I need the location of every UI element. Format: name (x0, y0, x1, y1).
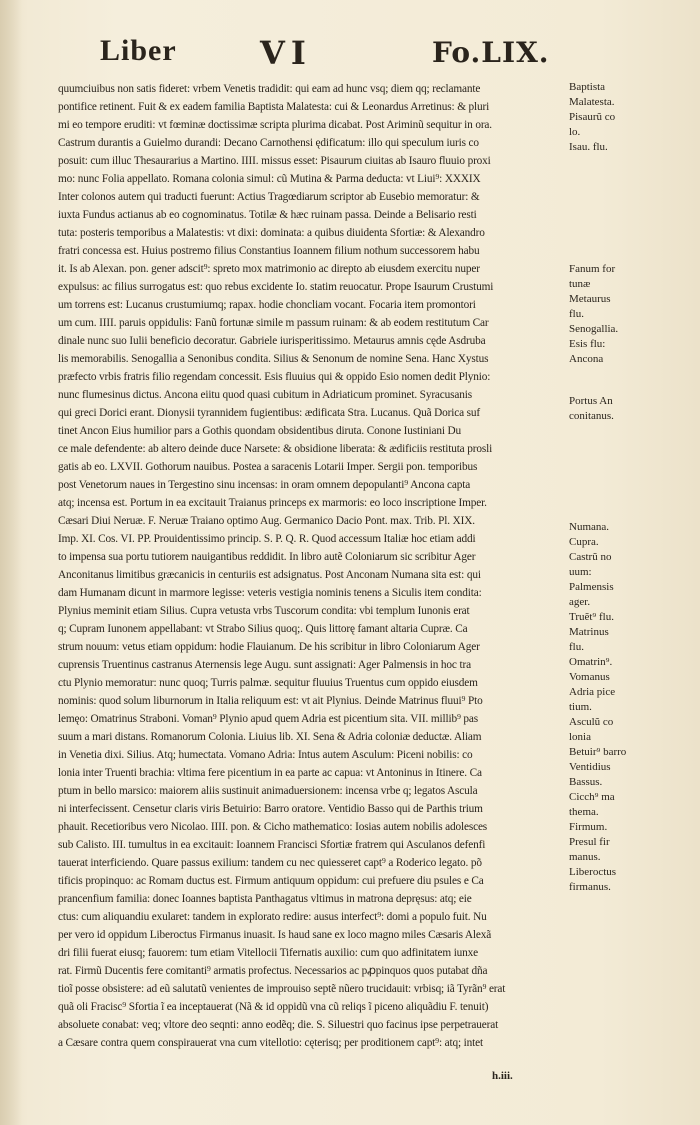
margin-note-group (569, 520, 689, 895)
margin-note-line: ager. (569, 596, 591, 608)
margin-note-line: Liberoctus (569, 866, 617, 878)
text-line: expulsus: ac filius surrogatus est: quo rebus excidente Io. statim reuocatur. Prope Isaurum Crustumi (58, 281, 494, 293)
margin-note-line: Betuir⁹ barro (569, 746, 627, 758)
text-line: ce male defendente: ab altero deinde duce Narsete: & obsidione liberata: & ædificiis restituta prosli (58, 443, 493, 455)
text-line: mo: nunc Folia appellato. Romana colonia simul: cũ Mutina & Parma deducta: vt Liui⁹: XXXIX (58, 173, 481, 185)
header-book-number: VI (260, 34, 312, 72)
text-line: ni interfecissent. Censetur claris viris Betuirio: Barro oratore. Ventidio Basso qui de Parthis trium (58, 803, 483, 815)
page-gutter-shadow (0, 0, 22, 1125)
margin-note-line: thema. (569, 806, 599, 818)
signature-mark: h.iii. (492, 1070, 513, 1082)
margin-note-line: Fanum for (569, 263, 616, 275)
text-line: quã oli Fracisc⁹ Sfortia ĩ ea inceptauerat (Nã & id oppidũ vna cũ reliqs ĩ piceno aliquãdiu F. tenuit) (58, 1001, 489, 1013)
margin-note-line: Truẽt⁹ flu. (569, 611, 614, 623)
text-line: um torrens est: Lucanus crustumiumq; rapax. hodie choncliam vocant. Focaria item promontori (58, 299, 476, 311)
text-line: cuprensis Truentinus castranus Aternensis lege Augu. sunt assignati: Ager Palmensis in hoc tra (58, 659, 471, 671)
margin-note-line: lonia (569, 731, 591, 743)
margin-note-line: tunæ (569, 278, 591, 290)
text-line: q; Cupram Iunonem appellabant: vt Strabo Silius quoq;. Quis littorę famant altaria Cupræ. Ca (58, 623, 468, 635)
margin-note-line: Numana. (569, 521, 610, 533)
text-line: tificis propinquo: ac Romam ductus est. Firmum antiquum oppidum: cui prefuere diu psules e Ca (58, 875, 484, 887)
text-line: Castrum durantis a Guielmo durandi: Decano Carnothensi ędificatum: illo qui speculum iuris co (58, 137, 479, 149)
margin-note-line: Cicch⁹ ma (569, 791, 615, 803)
header-folio: Fo.LIX. (432, 36, 550, 69)
text-line: ptum in bello marsico: maiorem aliis sustinuit animaduersionem: incensa vrbe q; legatos Ascula (58, 785, 478, 797)
margin-note-line: Ancona (569, 353, 604, 365)
margin-note-line: flu. (569, 308, 584, 320)
text-line: pontifice retinent. Fuit & ex eadem familia Baptista Malatesta: cui & Leonardus Arretinus: & pluri (58, 101, 490, 113)
margin-note-line: Bassus. (569, 776, 603, 788)
text-line: sub Calisto. III. tumultus in ea excitauit: Ioannem Francisci Sfortiæ fratrem qui Asculanos defenfi (58, 839, 486, 851)
text-line: lemęo: Omatrinus Straboni. Voman⁹ Plynio apud quem Adria est picentium sita. VII. millib⁹ pas (58, 713, 479, 725)
text-line: mi eo tempore eruditi: vt fœminæ doctissimæ scripta plurima dicabat. Post Ariminũ sequitur in ora. (58, 119, 492, 131)
margin-note-line: Cupra. (569, 536, 599, 548)
text-line: præfecto vrbis fratris filio regendam concessit. Esis fluuius qui & oppido Esio nomen dedit Plynio: (58, 371, 491, 383)
text-line: post Venetorum naues in Tergestino sinu incensas: in oram omnem depopulanti⁹ Ancona capta (58, 479, 471, 491)
text-line: nunc flumesinus dictus. Ancona eiitu quod quasi cubitum in Adriaticum prominet. Syracusanis (58, 389, 472, 401)
text-line: Anconitanus limitibus græcanicis in centuriis est adsignatus. Post Anconam Numana sita est: qui (58, 569, 481, 581)
text-line: dam Humanam dicunt in marmore legisse: veteris vestigia nominis tenens a Siculis item condita: (58, 587, 482, 599)
text-line: quumciuibus non satis fideret: vrbem Venetis tradidit: qui eam ad hunc vsq; diem qq; reclamante (58, 83, 481, 95)
text-line: tuta: posteris temporibus a Malatestis: vt dixi: dominata: a quibus diuidenta Sfortiæ: & Alexandro (58, 227, 485, 239)
text-line: tinet Ancon Eius humilior pars a Gothis quondam obsidentibus diruta. Conone Iustiniani Du (58, 425, 462, 437)
margin-note-line: Firmum. (569, 821, 608, 833)
text-line: lis memorabilis. Senogallia a Senonibus condita. Silius & Senonum de nomine Sena. Hanc Xystus (58, 353, 489, 365)
margin-note-line: Adria pice (569, 686, 616, 698)
margin-note-line: flu. (569, 641, 584, 653)
text-line: ctu Plynio memoratur: nunc quoq; Turris palmæ. sequitur fluuius Truentus cum oppido eiusdem (58, 677, 478, 689)
text-line: per vero id oppidum Liberoctus Firmanus inuasit. Is haud sane ex loco magno miles Cæsaris Alexã (58, 929, 492, 941)
text-line: fratri concessa est. Huius postremo filius Constantius Ioannem filium nothum successorem habu (58, 245, 480, 257)
margin-note-group (569, 80, 689, 155)
text-line: prancenfium familia: donec Ioannes baptista Panthagatus vltimus in matrona depręsus: atq; eie (58, 893, 472, 905)
text-line: dri filii fuerat eiusq; fauorem: tum etiam Vitellocii Tifernatis auxilio: cum quo adfinitatem iunxe (58, 947, 479, 959)
text-line: phauit. Recetioribus vero Nicolao. IIII. pon. & Cicho mathematico: Iosias autem nobilis adolesces (58, 821, 488, 833)
text-line: Plynius meminit etiam Silius. Cupra vetusta vrbs Tuscorum condita: vbi templum Iunonis erat (58, 605, 470, 617)
margin-note-line: Matrinus (569, 626, 609, 638)
margin-note-line: Metaurus (569, 293, 611, 305)
text-line: ctus: cum aliquandiu exularet: tandem in explorato redire: ausus interfect⁹: domi a populo fuit. Nu (58, 911, 487, 923)
margin-note-line: Asculũ co (569, 716, 614, 728)
text-line: rat. Firmũ Ducentis fere comitanti⁹ armatis profectus. Necessarios ac pꝓpinquos quos putabat dña (58, 965, 488, 977)
margin-note-line: Palmensis (569, 581, 614, 593)
margin-note-line: Isau. flu. (569, 141, 608, 153)
margin-note-line: Presul fir (569, 836, 610, 848)
header-liber: Liber (100, 34, 177, 67)
text-line: posuit: cum illuc Thesaurarius a Martino. IIII. missus esset: Pisaurum ciuitas ab Isauro fluuio proxi (58, 155, 491, 167)
text-line: nominis: quod solum liburnorum in Italia reliquum est: vt ait Plynius. Deinde Matrinus fluui⁹ Pto (58, 695, 483, 707)
margin-note-line: Ventidius (569, 761, 611, 773)
text-line: iuxta Fundus actianus ab eo cognominatus. Totilæ & hæc ruinam passa. Deinde a Belisario resti (58, 209, 477, 221)
margin-note-line: Castrũ no (569, 551, 612, 563)
text-line: atq; incensa est. Portum in ea excitauit Traianus princeps ex marmoris: eo loco inscriptione Imper. (58, 497, 487, 509)
margin-note-line: Vomanus (569, 671, 610, 683)
margin-note-line: uum: (569, 566, 592, 578)
text-line: dinale nunc suo Iulii beneficio decoratur. Gabriele iurisperitissimo. Metaurus amnis cęde Asdruba (58, 335, 486, 347)
margin-note-group (569, 262, 689, 367)
margin-note-line: manus. (569, 851, 601, 863)
margin-note-line: Esis flu: (569, 338, 606, 350)
text-line: tauerat interficiendo. Quare passus exilium: tandem cu nec quiesseret capt⁹ a Roderico legato. põ (58, 857, 482, 869)
main-text-block (58, 80, 564, 1052)
margin-note-group (569, 394, 689, 424)
margin-note-line: Senogallia. (569, 323, 619, 335)
margin-note-line: firmanus. (569, 881, 611, 893)
margin-note-line: Malatesta. (569, 96, 615, 108)
text-line: Inter colonos autem qui traducti fuerunt: Actius Tragœdiarum scriptor ab Eusebio memoratur: & (58, 191, 480, 203)
text-line: qui greci Dorici erant. Dionysii tyrannidem fugientibus: ædificata Stra. Lucanus. Quã Dorica suf (58, 407, 480, 419)
text-line: absoluete conabat: veq; vltore deo seqnti: anno eodẽq; die. S. Siluestri quo facinus ipse perpetrauerat (58, 1019, 499, 1031)
text-line: in Venetia dixi. Silius. Atq; humectata. Vomano Adria: Intus autem Asculum: Piceni nobilis: co (58, 749, 473, 761)
text-line: Imp. XI. Cos. VI. PP. Prouidentissimo princip. S. P. Q. R. Quod accessum Italiæ hoc etiam addi (58, 533, 476, 545)
text-line: tioĩ posse obsistere: ad eũ salutatũ venientes de improuiso septẽ nũero trucidauit: vrbisq; iã Tyrãn⁹ erat (58, 983, 506, 995)
text-line: to impensa sua portu tutiorem nauigantibus reddidit. In libro autẽ Coloniarum sic scribitur Ager (58, 551, 476, 563)
text-line: um cum. IIII. paruis oppidulis: Fanũ fortunæ simile m passum ruinam: & ab eodem restitutum Car (58, 317, 489, 329)
margin-note-line: Portus An (569, 395, 613, 407)
text-line: a Cæsare contra quem conspirauerat vna cum vitellotio: cęterisq; per proditionem capt⁹: atq; intet (58, 1037, 483, 1049)
text-line: lonia inter Truenti brachia: vltima fere picentium in ea parte ac capua: vt Antoninus in Itinere. Ca (58, 767, 482, 779)
text-line: gatis ab eo. LXVII. Gothorum nauibus. Postea a saracenis Lotarii Imper. Sergii pon. temporibus (58, 461, 478, 473)
text-line: Cæsari Diui Neruæ. F. Neruæ Traiano optimo Aug. Germanico Dacio Pont. max. Trib. Pl. XIX. (58, 515, 475, 527)
text-line: strum nouum: vetus etiam oppidum: hodie Flauianum. De his scribitur in libro Coloniarum Ager (58, 641, 480, 653)
margin-note-line: Baptista (569, 81, 606, 93)
text-line: suum a mari distans. Romanorum Colonia. Liuius lib. XI. Sena & Adria coloniæ deductæ. Aliam (58, 731, 482, 743)
running-header (80, 34, 680, 80)
margin-note-line: Omatrin⁹. (569, 656, 613, 668)
text-line: it. Is ab Alexan. pon. gener adscit⁹: spreto mox matrimonio ac direpto ab eiusdem exercitu nuper (58, 263, 480, 275)
margin-note-line: Pisaurũ co (569, 111, 616, 123)
margin-note-line: conitanus. (569, 410, 614, 422)
margin-note-line: tium. (569, 701, 592, 713)
margin-note-line: lo. (569, 126, 581, 138)
